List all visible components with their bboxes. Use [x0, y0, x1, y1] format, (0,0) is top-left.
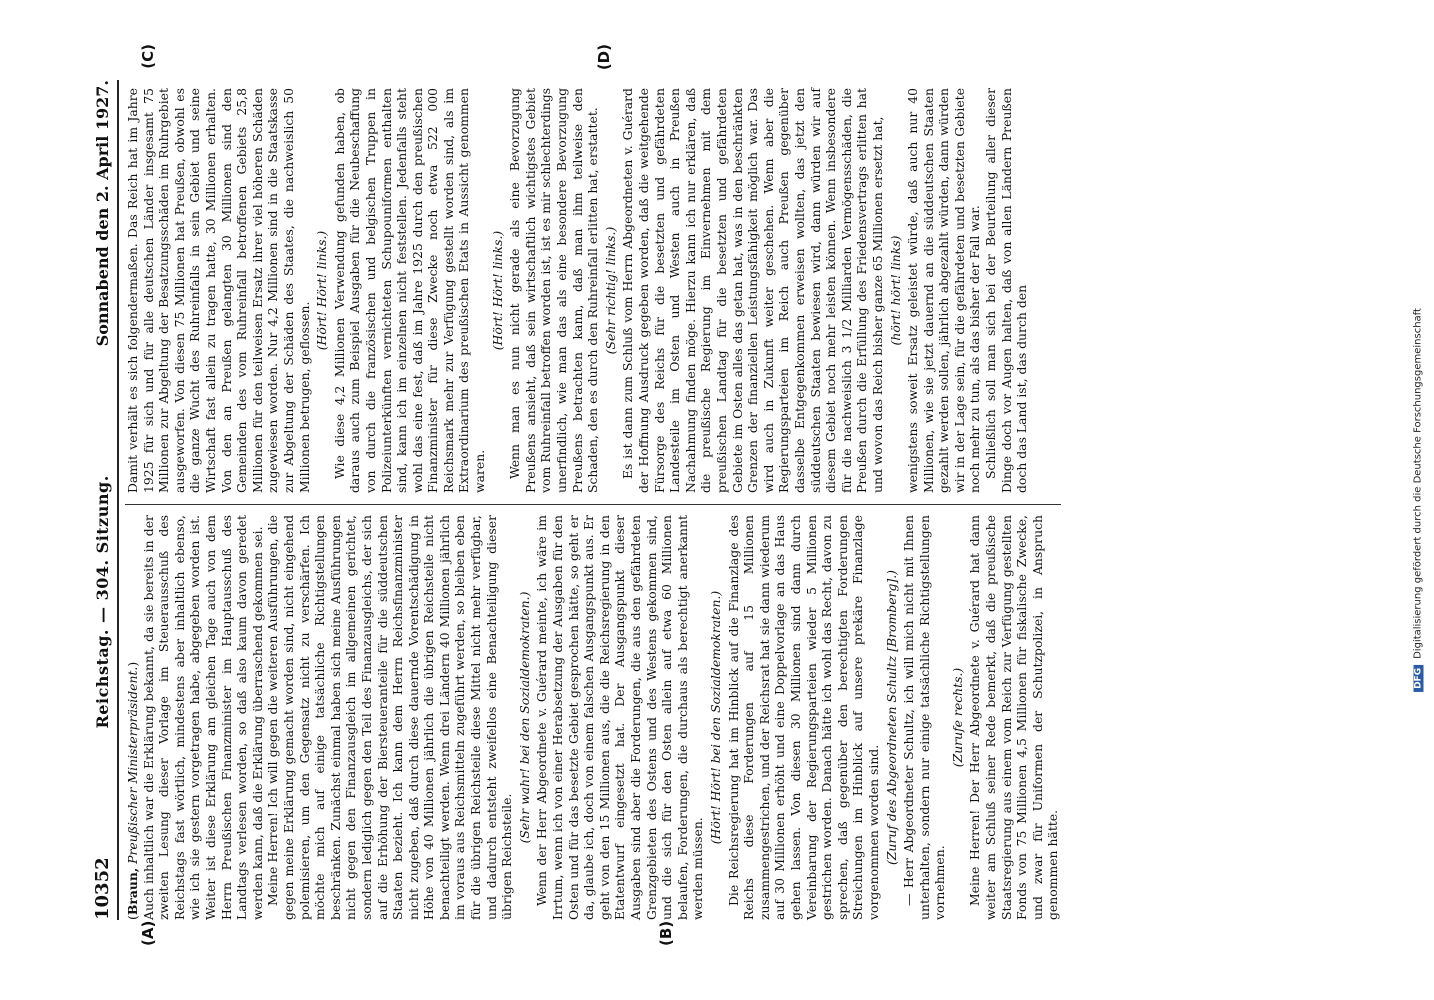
paragraph: (Braun, Preußischer Ministerpräsident.)	[125, 661, 140, 920]
text-columns	[125, 44, 1061, 946]
speaker-name: Braun,	[125, 867, 140, 916]
margin-marker-b: (B)	[657, 920, 675, 946]
left-column	[125, 515, 1061, 920]
margin-marker-c: (C)	[139, 44, 157, 69]
digitization-note	[1413, 308, 1424, 692]
paragraph: Wenn man es nun nicht gerade als eine Bevorzugung Preußens ansieht, daß sein wirtschaftlich wichtigstes Gebiet vom Ruhreinfall betroffen worden ist, ist es mir schlechterdings unerfindlich, wie man das als eine besondere Bevorzugung Preußens betrachten kann, daß man ihm teilweise den Schaden, den es durch den Ruhreinfall erlitten hat, erstattet.	[507, 88, 601, 493]
interjection: (Zuruf des Abgeordneten Schultz [Bromberg].)	[883, 570, 899, 866]
interjection: (hört! hört! links)	[887, 235, 903, 346]
page-number: 10352	[92, 857, 113, 920]
session-date: Sonnabend den 2. April 1927.	[93, 80, 112, 347]
paragraph: Meine Herren! Der Herr Abgeordnete v. Guérard hat dann weiter am Schluß seiner Rede bemerkt, daß die preußische Staatsregierung aus einem vom Reich zur Verfügung gestellten Fonds von 75 Millionen 4,5 Millionen für fiskalische Zwecke, und zwar für Uniformen der Schutzpolizei, in Anspruch genommen hätte.	[967, 515, 1061, 920]
column-divider	[125, 504, 1061, 505]
paragraph: Es ist dann zum Schluß vom Herrn Abgeordneten v. Guérard der Hoffnung Ausdruck gegeben worden, daß die weitgehende Fürsorge des Reichs für die besetzten und gefährdeten Landesteile im Osten und Westen auch in Preußen Nachahmung finden möge. Hierzu kann ich nur erklären, daß die preußische Regierung im Einvernehmen mit dem preußischen Landtag für die besetzten und gefährdeten Gebiete im Osten alles das getan hat, was in den beschränkten Grenzen der finanziellen Leistungsfähigkeit möglich war. Das wird auch in Zukunft weiter geschehen. Wenn aber die Regierungsparteien im Reich auch Preußen gegenüber dasselbe Entgegenkommen erweisen wollten, das jetzt den süddeutschen Staaten bewiesen wird, dann würden wir auf diesem Gebiet noch mehr leisten können. Wenn insbesondere für die nachweislich 3 1/2 Milliarden Vermögensschäden, die Preußen durch die Erfüllung des Friedensvertrags erlitten hat und wovon das Reich bisher ganze 65 Millionen ersetzt hat,	[620, 88, 885, 493]
right-column	[125, 88, 1061, 493]
interjection: (Sehr wahr! bei den Sozialdemokraten.)	[516, 591, 532, 844]
paragraph: — Herr Abgeordneter Schultz, ich will mich nicht mit Ihnen unterhalten, sondern nur einige tatsächliche Richtigstellungen vornehmen.	[901, 515, 948, 920]
interjection: (Zurufe rechts.)	[949, 667, 965, 768]
page-header	[92, 80, 119, 920]
paragraph: Wie diese 4,2 Millionen Verwendung gefunden haben, ob daraus auch zum Beispiel Ausgaben für die Neubeschaffung von durch die französischen und belgischen Truppen in Polizeiunterkünften vernichteten Schupouniformen enthalten sind, kann ich im einzelnen nicht feststellen. Jedenfalls steht wohl das eine fest, daß im Jahre 1925 durch den preußischen Finanzminister für diese Zwecke noch etwa 522 000 Reichsmark mehr zur Verfügung gestellt worden sind, als im Extraordinarium des preußischen Etats in Aussicht genommen waren.	[331, 88, 488, 493]
page-content	[92, 44, 1061, 946]
interjection: (Hört! Hört! links.)	[314, 230, 330, 351]
paragraph: Auch inhaltlich war die Erklärung bekannt, da sie bereits in der zweiten Lesung dieser Vorlage im Steuerausschuß des Reichstags fast wörtlich, mindestens aber inhaltlich ebenso, wie ich sie gestern vorgetragen habe, abgegeben worden ist. Weiter ist diese Erklärung am gleichen Tage auch von dem Herrn Preußischen Finanzminister im Hauptausschuß des Landtags verlesen worden, so daß also kaum davon geredet werden kann, daß die Erklärung überraschend gekommen sei.	[140, 515, 265, 920]
paragraph: Damit verhält es sich folgendermaßen. Das Reich hat im Jahre 1925 für sich und für alle deutschen Länder insgesamt 75 Millionen zur Abgeltung der Besatzungsschäden im Ruhrgebiet ausgeworfen. Von diesen 75 Millionen hat Preußen, obwohl es die ganze Wucht des Ruhreinfalls in sein Gebiet und seine Wirtschaft fast allein zu tragen hatte, 30 Millionen erhalten. Von den an Preußen gelangten 30 Millionen sind den Gemeinden des vom Ruhreinfall betroffenen Gebiets 25,8 Millionen für den teilweisen Ersatz ihrer viel höheren Schäden zugewiesen worden. Nur 4,2 Millionen sind in die Staatskasse zur Abgeltung der Schäden des Staates, die nachweislich 50 Millionen betrugen, geflossen.	[125, 88, 312, 493]
session-title: Reichstag. — 304. Sitzung.	[93, 475, 112, 729]
interjection: (Sehr richtig! links.)	[602, 226, 618, 355]
paragraph: Meine Herren! Ich will gegen die weiteren Ausführungen, die gegen meine Erklärung gemacht worden sind, nicht eingehend polemisieren, um den Gegensatz nicht zu verschärfen. Ich möchte mich auf einige tatsächliche Richtigstellungen beschränken. Zunächst einmal haben sich meine Ausführungen nicht gegen den Finanzausgleich im allgemeinen gerichtet, sondern lediglich gegen den Teil des Finanzausgleichs, der sich auf die Erhöhung der Biersteueranteile für die süddeutschen Staaten bezieht. Ich kann dem Herrn Reichsfinanzminister nicht zugeben, daß durch diese dauernde Vorentschädigung in Höhe von 40 Millionen jährlich die übrigen Reichsteile nicht benachteiligt werden. Wenn drei Ländern 40 Millionen jährlich im voraus aus Reichsmitteln zugeführt werden, so bleiben eben für die übrigen Reichsteile diese Mittel nicht mehr verfügbar, und dadurch entsteht zweifellos eine Benachteiligung dieser übrigen Reichsteile.	[265, 515, 515, 920]
speaker-role: Preußischer Ministerpräsident.	[125, 666, 140, 864]
interjection: (Hört! Hört! bei den Sozialdemokraten.)	[707, 590, 723, 845]
digitization-credit: Digitalisierung gefördert durch die Deutsche Forschungsgemeinschaft	[1412, 308, 1424, 659]
interjection: (Hört! Hört! links.)	[489, 230, 505, 351]
paragraph: wenigstens soweit Ersatz geleistet würde, daß auch nur 40 Millionen, wie sie jetzt dauernd an die süddeutschen Staaten gezahlt werden sollen, jährlich abgezahlt würden, dann würden wir in der Lage sein, für die gefährdeten und besetzten Gebiete noch mehr zu tun, als das bisher der Fall war.	[905, 88, 983, 493]
margin-marker-d: (D)	[595, 44, 613, 71]
paragraph: Wenn der Herr Abgeordnete v. Guérard meinte, ich wäre im Irrtum, wenn ich von einer Herabsetzung der Ausgaben für den Osten und für das besetzte Gebiet gesprochen hätte, so geht er da, glaube ich, doch von einem falschen Ausgangspunkt aus. Er geht von den 15 Millionen aus, die die Reichsregierung in den Etatentwurf eingesetzt hat. Der Ausgangspunkt dieser Ausgaben sind aber die Forderungen, die aus den gefährdeten Grenzgebieten des Ostens und des Westens gekommen sind, und die sich für den Osten allein auf etwa 60 Millionen belaufen, Forderungen, die durchaus als berechtigt anerkannt werden müssen.	[534, 515, 706, 920]
paragraph: Die Reichsregierung hat im Hinblick auf die Finanzlage des Reichs diese Forderungen auf 15 Millionen zusammengestrichen, und der Reichsrat hat sie dann wiederum auf 30 Millionen erhöht und eine Doppelvorlage an das Haus gehen lassen. Von diesen 30 Millionen sind dann durch Vereinbarung der Regierungsparteien wieder 5 Millionen gestrichen worden. Danach hätte ich wohl das Recht, davon zu sprechen, daß gegenüber den berechtigten Forderungen Streichungen im Hinblick auf unsere prekäre Finanzlage vorgenommen worden sind.	[725, 515, 881, 920]
paragraph: Schließlich soll man sich bei der Beurteilung aller dieser Dinge doch vor Augen halten, daß von allen Ländern Preußen doch das Land ist, das durch den	[983, 88, 1030, 493]
dfg-logo-icon: DFG	[1414, 665, 1424, 692]
margin-marker-a: (A)	[139, 920, 157, 946]
